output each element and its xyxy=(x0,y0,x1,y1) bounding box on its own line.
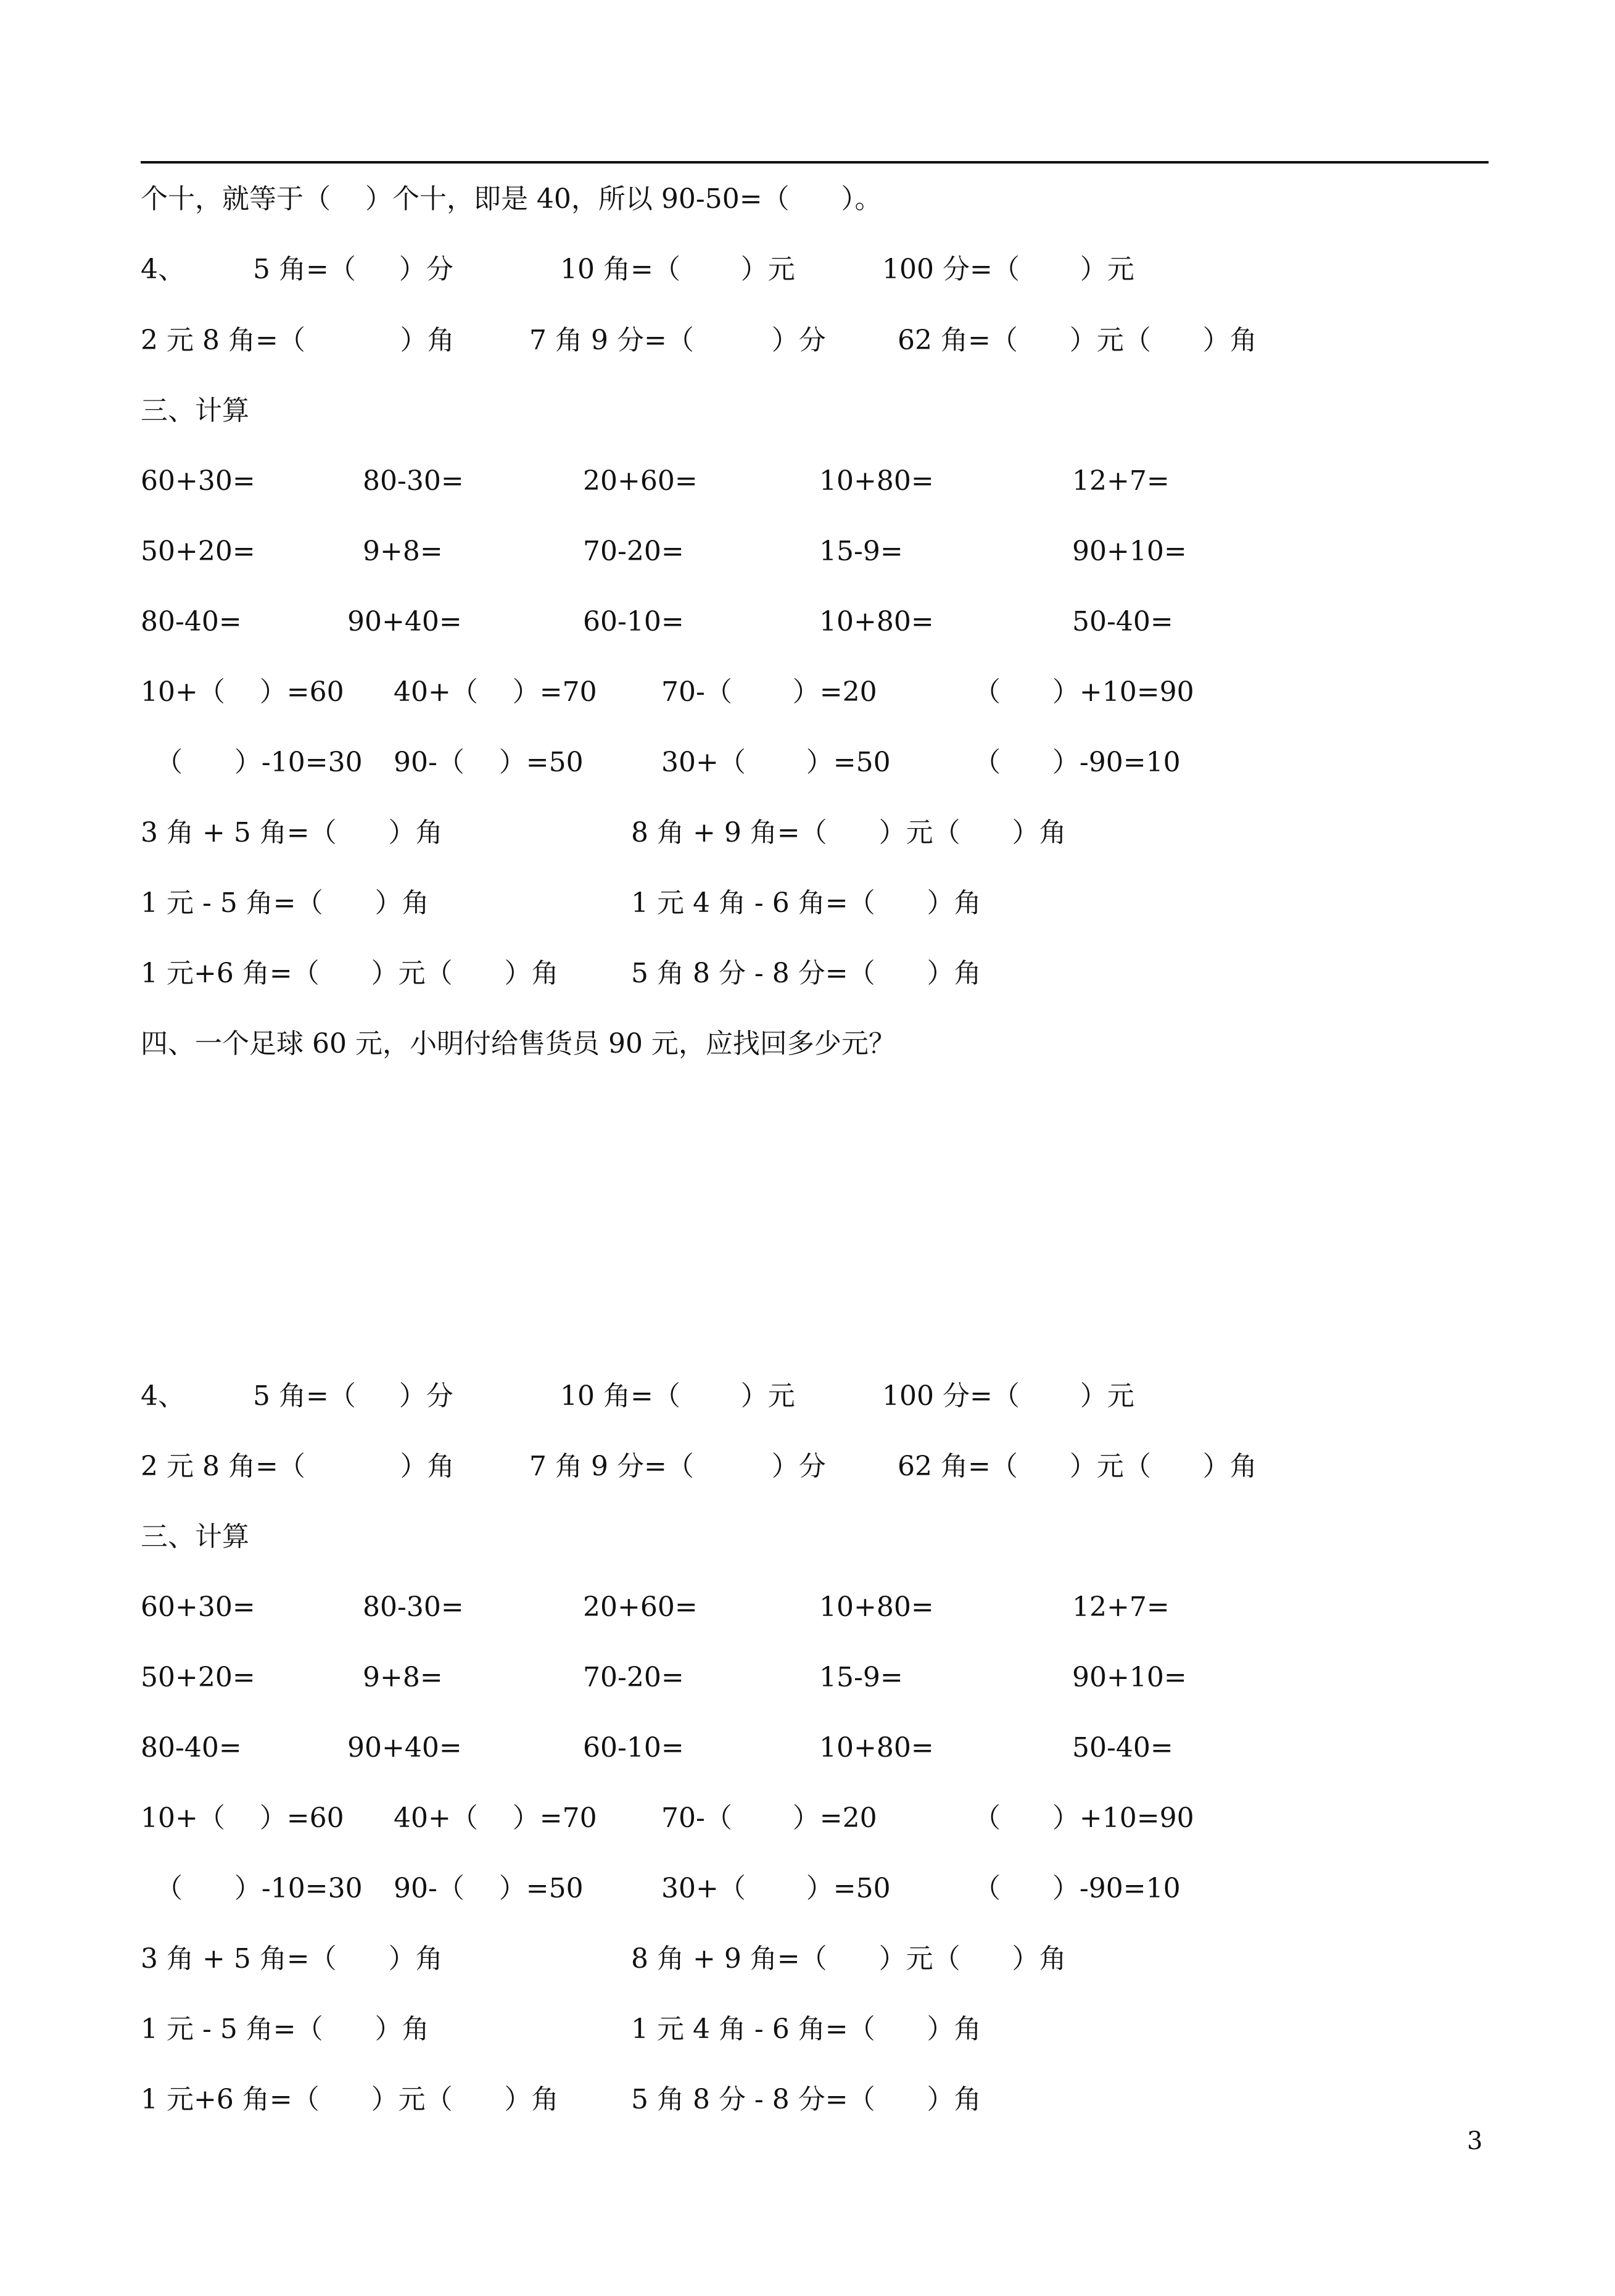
calc-item: 10+80= xyxy=(819,1732,934,1763)
calc-item: 90-（ ）=50 xyxy=(394,1873,584,1904)
q4-item: 10 角=（ ）元 xyxy=(560,254,795,285)
money-item: 1 元+6 角=（ ）元（ ）角 xyxy=(141,2084,559,2115)
word-problem: 四、一个足球 60 元，小明付给售货员 90 元，应找回多少元？ xyxy=(141,1028,896,1059)
calc-item: 30+（ ）=50 xyxy=(661,747,891,778)
q4-item: 62 角=（ ）元（ ）角 xyxy=(898,325,1257,356)
q4-item: 7 角 9 分=（ ）分 xyxy=(529,325,826,356)
q4-item: 2 元 8 角=（ ）角 xyxy=(141,1451,455,1482)
money-item: 5 角 8 分 - 8 分=（ ）角 xyxy=(631,2084,981,2115)
money-item: 8 角 + 9 角=（ ）元（ ）角 xyxy=(631,1943,1067,1975)
section-title: 三、计算 xyxy=(141,1521,249,1552)
section-title: 三、计算 xyxy=(141,395,249,426)
money-item: 1 元 - 5 角=（ ）角 xyxy=(141,2013,429,2045)
calc-item: 60+30= xyxy=(141,1591,255,1623)
calc-item: 9+8= xyxy=(363,536,443,567)
calc-item: 40+（ ）=70 xyxy=(394,1802,597,1834)
calc-item: 90+10= xyxy=(1072,1662,1187,1693)
money-item: 3 角 + 5 角=（ ）角 xyxy=(141,817,443,848)
calc-item: （ ）+10=90 xyxy=(973,676,1194,708)
money-item: 5 角 8 分 - 8 分=（ ）角 xyxy=(631,958,981,989)
money-item: 1 元 4 角 - 6 角=（ ）角 xyxy=(631,887,981,919)
q4-item: 5 角=（ ）分 xyxy=(253,254,453,285)
calc-item: 10+80= xyxy=(819,465,934,497)
calc-item: 9+8= xyxy=(363,1662,443,1693)
calc-item: 10+（ ）=60 xyxy=(141,676,344,708)
calc-item: 30+（ ）=50 xyxy=(661,1873,891,1904)
q4-item: 7 角 9 分=（ ）分 xyxy=(529,1451,826,1482)
calc-item: （ ）-10=30 xyxy=(155,1873,363,1904)
q4-label: 4、 xyxy=(141,1380,185,1412)
q4-item: 2 元 8 角=（ ）角 xyxy=(141,325,455,356)
calc-item: 10+80= xyxy=(819,1591,934,1623)
calc-item: 20+60= xyxy=(583,465,698,497)
calc-item: 80-30= xyxy=(363,1591,464,1623)
carry-line: 个十，就等于（ ）个十，即是 40，所以 90-50=（ ）。 xyxy=(141,183,882,215)
money-item: 1 元 4 角 - 6 角=（ ）角 xyxy=(631,2013,981,2045)
calc-item: 50-40= xyxy=(1072,1732,1173,1763)
calc-item: 20+60= xyxy=(583,1591,698,1623)
calc-item: 12+7= xyxy=(1072,1591,1170,1623)
calc-item: 80-30= xyxy=(363,465,464,497)
calc-item: 80-40= xyxy=(141,1732,242,1763)
q4-item: 10 角=（ ）元 xyxy=(560,1380,795,1412)
calc-item: 60+30= xyxy=(141,465,255,497)
calc-item: （ ）-10=30 xyxy=(155,747,363,778)
calc-item: 40+（ ）=70 xyxy=(394,676,597,708)
money-item: 1 元 - 5 角=（ ）角 xyxy=(141,887,429,919)
calc-item: 90-（ ）=50 xyxy=(394,747,584,778)
calc-item: （ ）-90=10 xyxy=(973,747,1181,778)
calc-item: 50+20= xyxy=(141,536,255,567)
calc-item: 50-40= xyxy=(1072,606,1173,637)
q4-item: 100 分=（ ）元 xyxy=(882,254,1134,285)
calc-item: 70-（ ）=20 xyxy=(661,676,877,708)
q4-item: 100 分=（ ）元 xyxy=(882,1380,1134,1412)
calc-item: 90+10= xyxy=(1072,536,1187,567)
calc-item: 60-10= xyxy=(583,606,684,637)
calc-item: 12+7= xyxy=(1072,465,1170,497)
calc-item: 10+80= xyxy=(819,606,934,637)
q4-label: 4、 xyxy=(141,254,185,285)
calc-item: （ ）+10=90 xyxy=(973,1802,1194,1834)
calc-item: 60-10= xyxy=(583,1732,684,1763)
money-item: 8 角 + 9 角=（ ）元（ ）角 xyxy=(631,817,1067,848)
calc-item: 70-20= xyxy=(583,1662,684,1693)
calc-item: 15-9= xyxy=(819,1662,903,1693)
q4-item: 5 角=（ ）分 xyxy=(253,1380,453,1412)
page-number: 3 xyxy=(1467,2127,1483,2155)
header-rule xyxy=(141,161,1489,164)
calc-item: （ ）-90=10 xyxy=(973,1873,1181,1904)
q4-item: 62 角=（ ）元（ ）角 xyxy=(898,1451,1257,1482)
calc-item: 50+20= xyxy=(141,1662,255,1693)
calc-item: 15-9= xyxy=(819,536,903,567)
calc-item: 70-（ ）=20 xyxy=(661,1802,877,1834)
calc-item: 90+40= xyxy=(347,1732,462,1763)
calc-item: 80-40= xyxy=(141,606,242,637)
money-item: 3 角 + 5 角=（ ）角 xyxy=(141,1943,443,1975)
calc-item: 10+（ ）=60 xyxy=(141,1802,344,1834)
calc-item: 90+40= xyxy=(347,606,462,637)
money-item: 1 元+6 角=（ ）元（ ）角 xyxy=(141,958,559,989)
calc-item: 70-20= xyxy=(583,536,684,567)
